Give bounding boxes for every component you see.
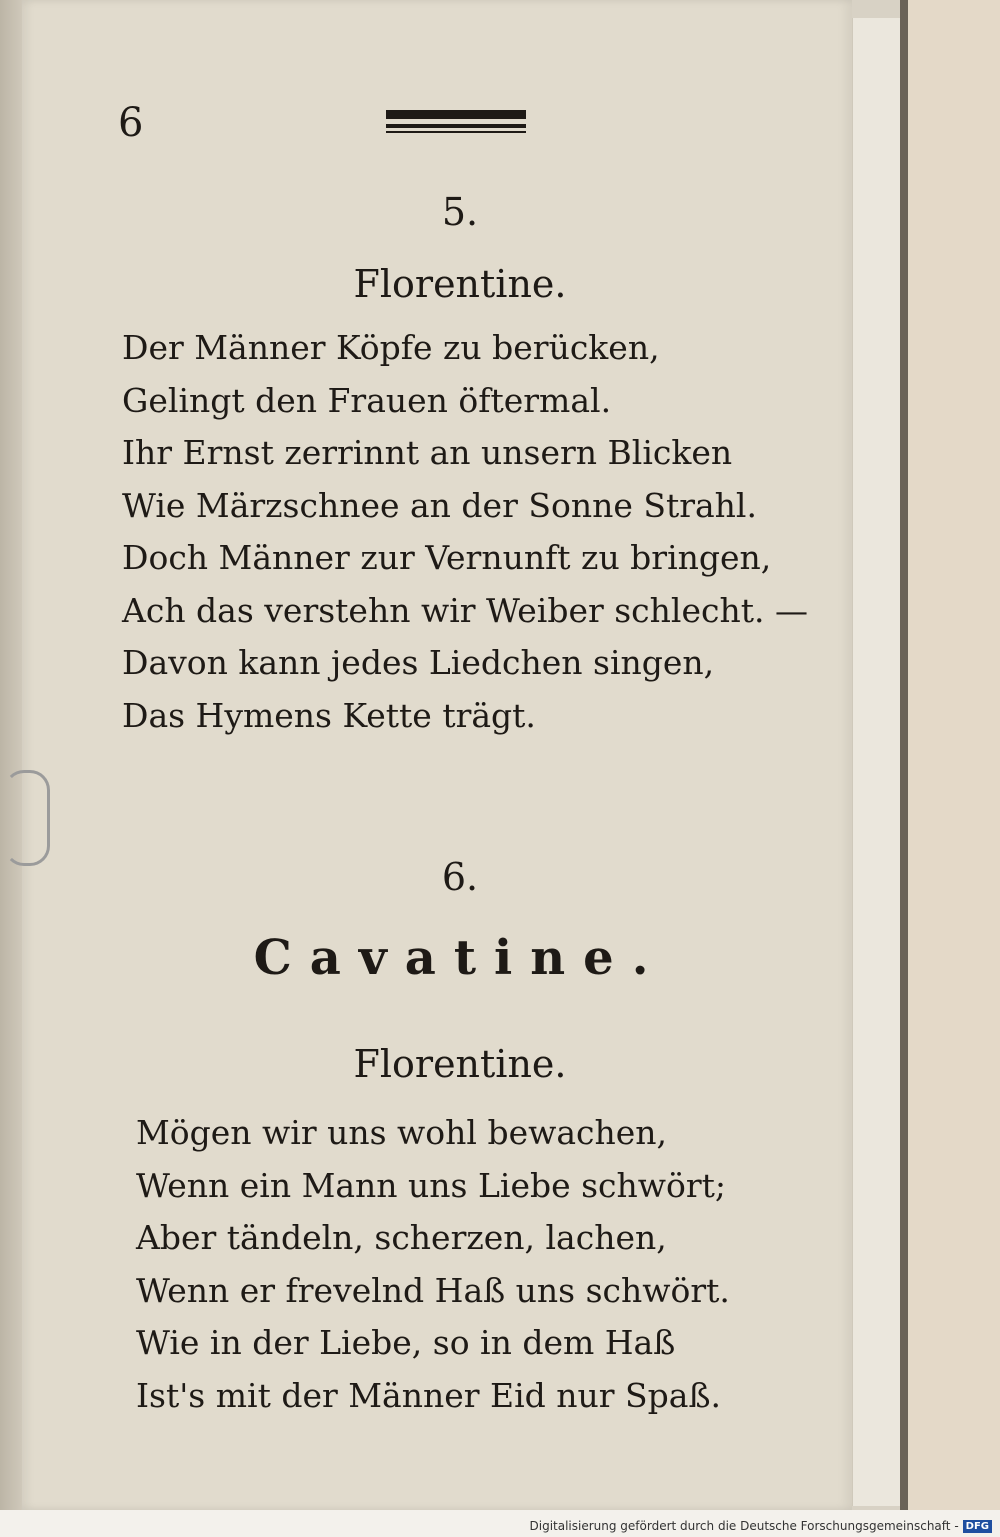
verse-line: Mögen wir uns wohl bewachen, (136, 1113, 668, 1152)
header-rule (386, 110, 526, 119)
page-edge-strip (852, 18, 902, 1506)
facing-page (908, 0, 1000, 1510)
verse-line: Ihr Ernst zerrinnt an unsern Blicken (122, 433, 733, 472)
book-left-edge (0, 0, 22, 1510)
footer-text: Digitalisierung gefördert durch die Deutsche Forschungsgemeinschaft - (529, 1519, 959, 1533)
song-number: 5. (441, 190, 479, 234)
verse-line: Gelingt den Frauen öftermal. (122, 380, 612, 420)
poem-stanza (136, 1107, 730, 1422)
paper-clip (4, 770, 50, 866)
verse-line: Aber tändeln, scherzen, lachen, (136, 1218, 667, 1257)
header-rule (386, 131, 526, 133)
verse-line: Ach das verstehn wir Weiber schlecht. — (122, 590, 808, 630)
verse-line: Das Hymens Kette trägt. (122, 695, 536, 735)
verse-line: Ist's mit der Männer Eid nur Spaß. (136, 1375, 721, 1415)
page-number: 6 (118, 100, 144, 146)
verse-line: Wie Märzschnee an der Sonne Strahl. (122, 485, 757, 525)
funding-footer (530, 1519, 993, 1533)
book-gutter (900, 0, 908, 1510)
section-heading: Cavatine. (253, 930, 667, 986)
song-number: 6. (441, 855, 479, 899)
speaker-name: Florentine. (353, 262, 567, 306)
verse-line: Davon kann jedes Liedchen singen, (122, 643, 715, 682)
verse-line: Wenn er frevelnd Haß uns schwört. (136, 1270, 730, 1310)
speaker-name: Florentine. (353, 1042, 567, 1086)
verse-line: Wie in der Liebe, so in dem Haß (136, 1323, 676, 1362)
verse-line: Der Männer Köpfe zu berücken, (122, 328, 660, 367)
header-rule (386, 124, 526, 128)
dfg-logo-icon: DFG (963, 1520, 992, 1533)
verse-line: Wenn ein Mann uns Liebe schwört; (136, 1165, 727, 1205)
verse-line: Doch Männer zur Vernunft zu bringen, (122, 538, 772, 577)
poem-stanza (122, 322, 808, 742)
